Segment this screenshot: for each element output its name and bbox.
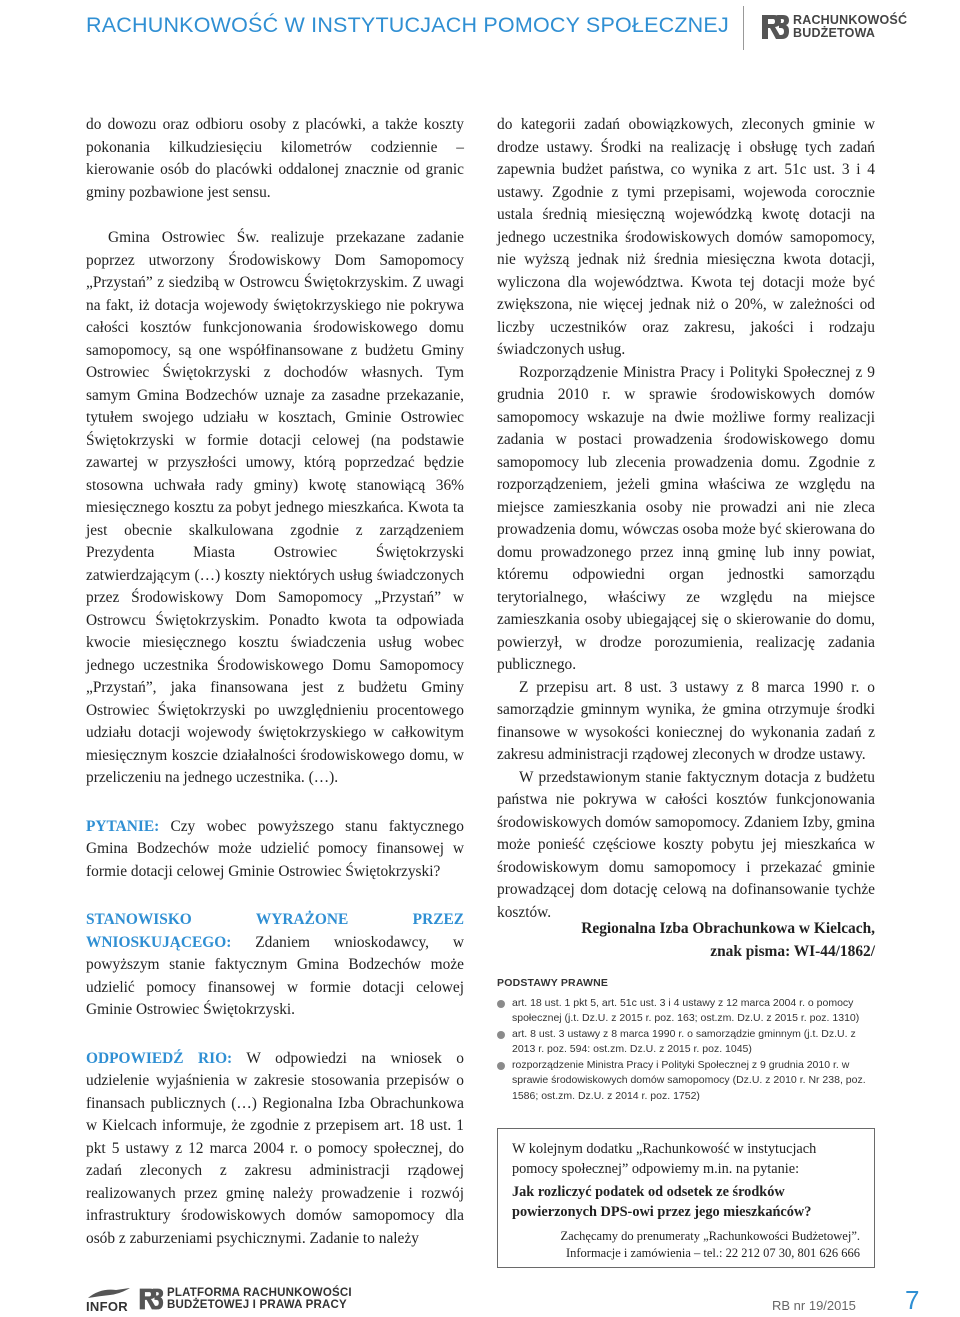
- platforma-logo: [138, 1286, 352, 1312]
- platform-line-2: BUDŻETOWEJ I PRAWA PRACY: [167, 1299, 347, 1311]
- left-column: [86, 114, 464, 1250]
- legal-basis-heading: PODSTAWY PRAWNE: [497, 977, 609, 989]
- bullet-icon: [497, 1000, 505, 1008]
- paragraph: Rozporządzenie Ministra Pracy i Polityki Społecznej z 9 grudnia 2010 r. w sprawie środowiskowych domów samopomocy wskazuje na dwie możliwe formy realizacji zadania w postaci prowadzenia środowiskowego domu samopomocy lub zlecenia prowadzenia domu. Zgodnie z rozporządzeniem, jeżeli gmina właściwa ze względu na miejsce zamieszkania osoby nie prowadzi ani nie zleca prowadzenia domu, wówczas osoba może być skierowana do domu prowadzonego przez inną gminę lub inny powiat, któremu odpowiedni organ jednostki samorządu terytorialnego, właściwy ze względu na miejsce zamieszkania osoby ubiegającej się o skierowanie do domu, powierzył, w drodze porozumienia, realizację zadania publicznego.: [497, 363, 875, 673]
- page-number: 7: [905, 1285, 920, 1315]
- header-divider: [743, 6, 744, 50]
- paragraph: do dowozu oraz odbioru osoby z placówki, a także koszty pokonania kilkudziesięciu kilometrów codziennie – kierowanie osób do placówki oddalonej znacznie od granic gminy pozbawione jest sensu.: [86, 116, 464, 201]
- bullet-icon: [497, 1031, 505, 1039]
- rb-monogram-icon: [138, 1286, 164, 1312]
- legal-basis-item: rozporządzenie Ministra Pracy i Polityki Społecznej z 9 grudnia 2010 r. w sprawie środowiskowych domów samopomocy (Dz.U. z 2010 r. Nr 238, poz. 1586; ost.zm. Dz.U. z 2014 r. poz. 1752): [497, 1058, 875, 1105]
- legal-basis: [497, 976, 875, 1104]
- next-issue-intro: W kolejnym dodatku „Rachunkowość w instytucjach pomocy społecznej” odpowiemy m.in. na pytanie:: [512, 1141, 817, 1177]
- infor-logo: [86, 1286, 132, 1314]
- legal-basis-item: art. 8 ust. 3 ustawy z 8 marca 1990 r. o samorządzie gminnym (j.t. Dz.U. z 2013 r. poz. 594: ost.zm. Dz.U. z 2015 r. poz. 1045): [497, 1027, 875, 1058]
- applicant-position-label: STANOWISKO WYRAŻONE PRZEZ WNIOSKUJĄCEGO:: [86, 911, 464, 951]
- rio-answer-paragraph: [86, 1048, 464, 1251]
- rio-signature: [497, 918, 875, 963]
- rachunkowosc-budzetowa-logo: [760, 12, 907, 42]
- signature-line-1: Regionalna Izba Obrachunkowa w Kielcach,: [581, 920, 875, 937]
- platform-line-1: PLATFORMA RACHUNKOWOŚCI: [167, 1286, 352, 1299]
- paragraph: Z przepisu art. 8 ust. 3 ustawy z 8 marca 1990 r. o samorządzie gminnym wynika, że gmina otrzymuje środki finansowe w wysokości koniecznej do wykonania zadań z zakresu administracji rządowej zleconych w drodze ustawy.: [497, 678, 875, 763]
- paragraph: Gmina Ostrowiec Św. realizuje przekazane zadanie poprzez utworzony Środowiskowy Dom Samopomocy „Przystań” z siedzibą w Ostrowcu Świętokrzyskim. Z uwagi na fakt, iż dotacja wojewody świętokrzyskiego nie pokrywa całości kosztów funkcjonowania środowiskowego domu samopomocy, są one współfinansowane z budżetu Gminy Ostrowiec Świętokrzyski z dochodów własnych. Tym samym Gmina Bodzechów uznaje za zasadne przekazanie, tytułem swojego udziału w kosztach, Gminie Ostrowiec Świętokrzyski w formie dotacji celowej (na podstawie zawartej w przyszłości umowy, którą poprzedzać będzie stosowna uchwała rady gminy) kwotę stanowiącą 36% miesięcznego kosztu za pobyt jednego mieszkańca. Kwota ta jest obecnie skalkulowana zgodnie z zarządzeniem Prezydenta Miasta Ostrowiec Świętokrzyski zatwierdzającym (…) koszty niektórych usług świadczonych przez Środowiskowy Dom Samopomocy „Przystań” w Ostrowcu Świętokrzyskim. Ponadto kwota ta odpowiada kwocie miesięcznego kosztu świadczenia usług wobec jednego uczestnika Środowiskowego Domu Samopomocy „Przystań”, jaka finansowana jest z budżetu Gminy Ostrowiec Świętokrzyski po uwzględnieniu procentowego udziału dotacji wojewody świętokrzyskiego w całkowitym miesięcznym koszcie działalności środowiskowego domu, w przeliczeniu na jednego uczestnika. (…).: [86, 229, 464, 786]
- subscription-line-2: Informacje i zamówienia – tel.: 22 212 07 30, 801 626 666: [565, 1246, 860, 1260]
- signature-line-2: znak pisma: WI-44/1862/: [710, 942, 875, 960]
- logo-line-1: RACHUNKOWOŚĆ: [793, 13, 908, 27]
- next-issue-box: [497, 1128, 875, 1268]
- bullet-icon: [497, 1062, 505, 1070]
- issue-label: RB nr 19/2015: [772, 1298, 856, 1313]
- paragraph: do kategorii zadań obowiązkowych, zleconych gminie w drodze ustawy. Środki na realizację i obsługę tych zadań zapewnia budżet państwa, co wynika z art. 51c ust. 3 i 4 ustawy. Zgodnie z tymi przepisami, wojewoda corocznie ustala średnią miesięczną wojewódzką kwotę dotacji na jednego uczestnika środowiskowych domów samopomocy, nie wyższą jednak niż średnia miesięczna kwota dotacji, wyliczona dla województwa. Kwota tej dotacji może być zwiększona, nie więcej jednak niż o 20%, w zależności od liczby uczestników oraz zakresu, jakości i rodzaju świadczonych usług.: [497, 116, 875, 358]
- paragraph: W przedstawionym stanie faktycznym dotacja z budżetu państwa nie pokrywa w całości kosztów funkcjonowania środowiskowych domów samopomocy. Zdaniem Izby, gmina może ponieść częściowe koszty pobytu jej mieszkańca w środowiskowym domu samopomocy i przekazać gminie prowadzącej dom dotację celową na dofinansowanie tychże kosztów.: [497, 768, 876, 921]
- logo-line-2: BUDŻETOWA: [793, 26, 876, 40]
- subscription-info: [512, 1228, 860, 1262]
- legal-basis-item: art. 18 ust. 1 pkt 5, art. 51c ust. 3 i 4 ustawy z 12 marca 2004 r. o pomocy społecznej (j.t. Dz.U. z 2015 r. poz. 163; ost.zm. Dz.U. z 2015 r. poz. 1310): [497, 996, 875, 1027]
- applicant-position-text: Zdaniem wnioskodawcy, w powyższym stanie faktycznym Gmina Bodzechów może udzielić pomocy finansowej w formie dotacji celowej Gminie Ostrowiec Świętokrzyski.: [86, 933, 464, 1018]
- question-label: PYTANIE:: [86, 817, 160, 835]
- right-column: [497, 114, 875, 924]
- rio-answer-text: W odpowiedzi na wniosek o udzielenie wyjaśnienia w zakresie stosowania przepisów o finansach publicznych (…) Regionalna Izba Obrachunkowa w Kielcach informuje, że zgodnie z przepisem art. 18 ust. 1 pkt 5 ustawy z 12 marca 2004 r. o pomocy społecznej, do zadań zleconych z zakresu administracji rządowej realizowanych przez gminę należy prowadzenie i rozwój infrastruktury środowiskowych domów samopomocy dla osób z zaburzeniami psychicznymi. Zadanie to należy: [86, 1049, 464, 1247]
- next-issue-question: Jak rozliczyć podatek od odsetek ze środków powierzonych DPS-owi przez jego mieszkańców?: [512, 1184, 812, 1220]
- rb-monogram-icon: [760, 12, 790, 42]
- infor-label: INFOR: [86, 1299, 128, 1314]
- question-paragraph: [86, 816, 464, 884]
- section-title: RACHUNKOWOŚĆ W INSTYTUCJACH POMOCY SPOŁECZNEJ: [86, 13, 729, 37]
- rio-answer-label: ODPOWIEDŹ RIO:: [86, 1049, 233, 1067]
- question-text: Czy wobec powyższego stanu faktycznego Gmina Bodzechów może udzielić pomocy finansowej w formie dotacji celowej Gminie Ostrowiec Świętokrzyski?: [86, 817, 464, 880]
- infor-wings-icon: [86, 1286, 132, 1300]
- applicant-position-paragraph: [86, 909, 464, 1022]
- subscription-line-1: Zachęcamy do prenumeraty „Rachunkowości Budżetowej”.: [560, 1229, 860, 1243]
